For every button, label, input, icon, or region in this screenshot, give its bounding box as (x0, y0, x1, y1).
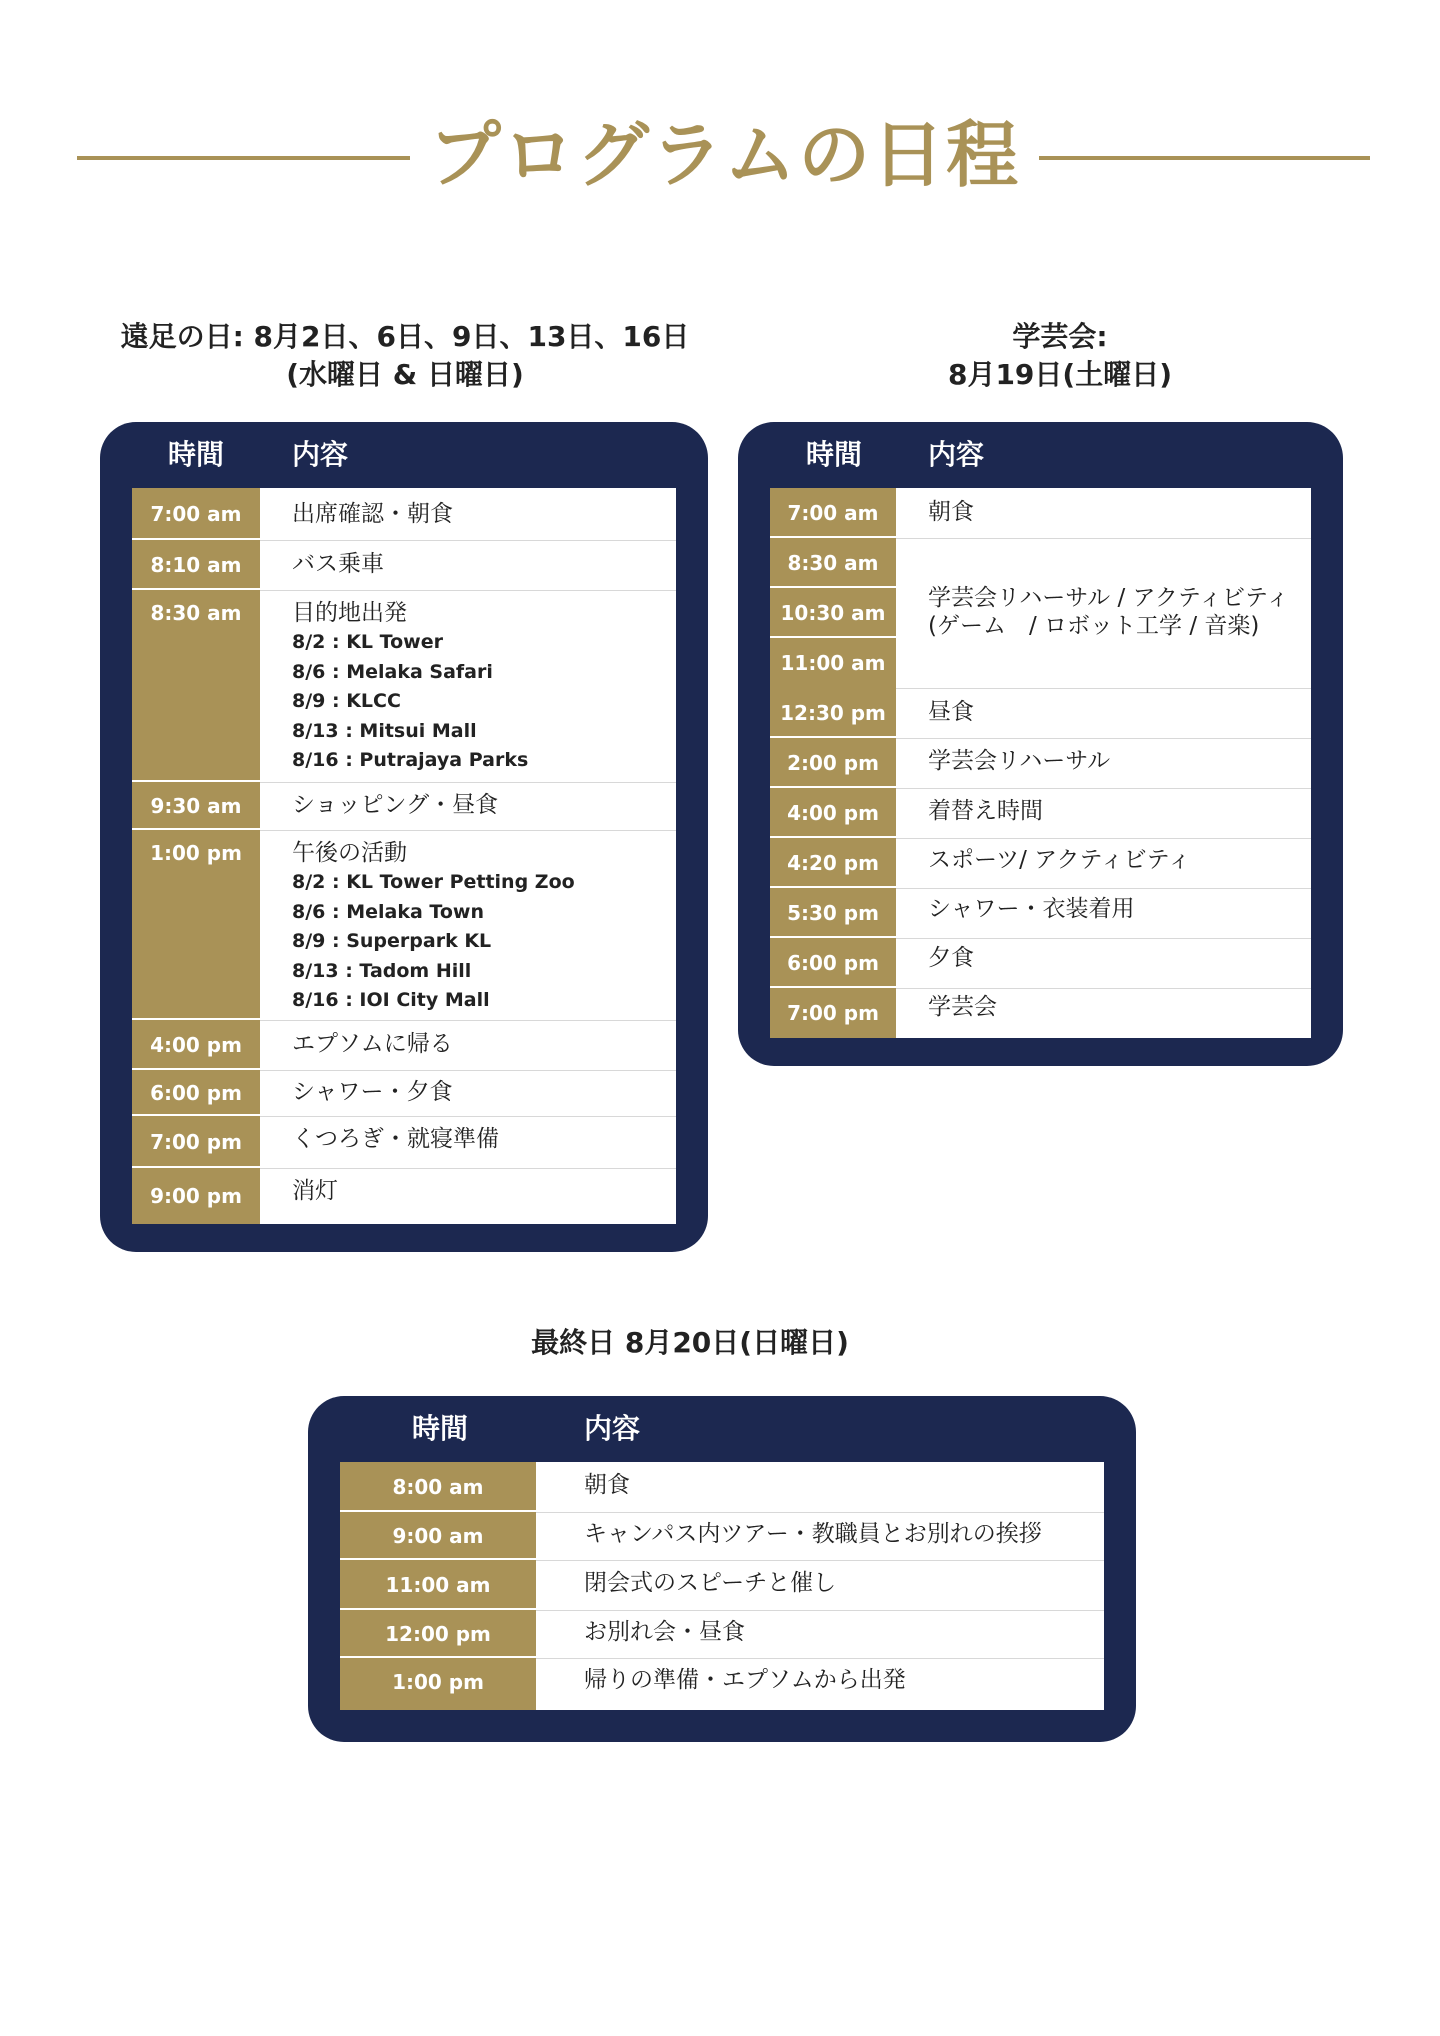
table-row (132, 782, 676, 831)
arts-heading-line2: 8月19日(土曜日) (947, 358, 1173, 391)
content-cell: くつろぎ・就寝準備 (292, 1126, 499, 1152)
title-rule-left (77, 156, 410, 160)
excursion-schedule-card (100, 422, 708, 1252)
title-rule-right (1039, 156, 1370, 160)
excursion-col-content: 内容 (292, 438, 349, 471)
excursion-heading-line1: 遠足の日: 8月2日、6日、9日、13日、16日 (120, 320, 690, 353)
destination-item: 8/2 : KL Tower (292, 631, 443, 653)
content-cell: 出席確認・朝食 (292, 501, 453, 527)
content-cell: 目的地出発 8/2 : KL Tower 8/6 : Melaka Safari 8/9 : KLCC 8/13 : Mitsui Mall 8/16 : Putrajaya Parks (292, 590, 676, 782)
destination-item: 8/13 : Mitsui Mall (292, 719, 477, 742)
content-cell: お別れ会・昼食 (584, 1619, 745, 1645)
time-cell: 4:00 pm (770, 788, 896, 838)
destination-item: 8/16 : Putrajaya Parks (292, 749, 529, 771)
content-cell: キャンパス内ツアー・教職員とお別れの挨拶 (584, 1521, 1042, 1547)
arts-col-time: 時間 (806, 438, 863, 471)
table-row (340, 1610, 1104, 1659)
excursion-col-time: 時間 (168, 438, 225, 471)
table-row (132, 540, 676, 591)
time-cell: 7:00 am (132, 488, 260, 540)
table-row (770, 688, 1311, 739)
time-cell: 8:30 am (132, 590, 260, 782)
arts-heading (850, 318, 1270, 394)
table-row (132, 590, 676, 783)
table-row (132, 1020, 676, 1071)
time-cell: 11:00 am (770, 638, 896, 688)
activity-item: 8/6 : Melaka Town (292, 900, 484, 923)
time-cell: 12:00 pm (340, 1610, 536, 1658)
arts-heading-line1: 学芸会: (1012, 320, 1108, 353)
activity-item: 8/9 : Superpark KL (292, 930, 492, 952)
final-table-header (308, 1396, 1136, 1462)
table-row (770, 738, 1311, 789)
time-cell: 4:00 pm (132, 1020, 260, 1070)
content-cell: スポーツ/ アクティビティ (928, 847, 1191, 873)
content-cell: シャワー・夕食 (292, 1079, 453, 1105)
time-cell: 11:00 am (340, 1560, 536, 1610)
time-cell: 12:30 pm (770, 688, 896, 738)
time-cell: 7:00 pm (132, 1116, 260, 1168)
final-table-body (340, 1462, 1104, 1710)
time-cell: 2:00 pm (770, 738, 896, 788)
activity-item: 8/16 : IOI City Mall (292, 989, 490, 1011)
excursion-heading (100, 318, 710, 394)
content-cell: 着替え時間 (928, 798, 1043, 824)
time-cell: 7:00 am (770, 488, 896, 538)
content-cell: シャワー・衣装着用 (928, 896, 1135, 922)
content-cell: 夕食 (928, 945, 974, 971)
time-cell: 8:00 am (340, 1462, 536, 1512)
table-row (770, 888, 1311, 939)
content-cell: ショッピング・昼食 (292, 792, 499, 818)
excursion-heading-line2: (水曜日 & 日曜日) (286, 358, 524, 391)
table-row (340, 1462, 1104, 1513)
time-cell: 1:00 pm (132, 830, 260, 1020)
table-row (132, 1070, 676, 1117)
table-row (132, 488, 676, 541)
arts-table-header (738, 422, 1343, 488)
activity-item: 8/13 : Tadom Hill (292, 959, 472, 982)
destination-item: 8/6 : Melaka Safari (292, 660, 493, 683)
table-row (770, 488, 1311, 539)
table-row (770, 988, 1311, 1038)
table-row (132, 830, 676, 1021)
content-cell: 午後の活動 8/2 : KL Tower Petting Zoo 8/6 : Melaka Town 8/9 : Superpark KL 8/13 : Tadom Hill 8/16 : IOI City Mall (292, 830, 676, 1020)
time-cell: 5:30 pm (770, 888, 896, 938)
content-cell: 学芸会リハーサル (928, 748, 1111, 774)
time-cell: 6:00 pm (132, 1070, 260, 1116)
arts-col-content: 内容 (928, 438, 985, 471)
time-cell: 9:00 pm (132, 1168, 260, 1224)
arts-table-body (770, 488, 1311, 1038)
content-cell: 朝食 (928, 499, 974, 525)
time-cell: 6:00 pm (770, 938, 896, 988)
content-cell: 昼食 (928, 699, 974, 725)
time-cell: 4:20 pm (770, 838, 896, 888)
time-cell: 10:30 am (770, 588, 896, 638)
final-schedule-card (308, 1396, 1136, 1742)
table-row (132, 1116, 676, 1169)
table-row (340, 1658, 1104, 1710)
table-row (770, 788, 1311, 839)
table-row (770, 538, 1311, 689)
final-heading (420, 1324, 960, 1362)
content-cell: 朝食 (584, 1472, 630, 1498)
content-cell: 学芸会 (928, 994, 997, 1020)
content-cell: 消灯 (292, 1178, 338, 1204)
excursion-table-header (100, 422, 708, 488)
time-cell: 8:30 am (770, 538, 896, 588)
page-title: プログラムの日程 (428, 113, 1021, 197)
content-cell: 帰りの準備・エプソムから出発 (584, 1667, 906, 1693)
time-cell: 9:00 am (340, 1512, 536, 1560)
table-row (340, 1512, 1104, 1561)
arts-schedule-card (738, 422, 1343, 1066)
activity-item: 8/2 : KL Tower Petting Zoo (292, 871, 575, 893)
time-cell: 1:00 pm (340, 1658, 536, 1710)
page-header (0, 100, 1440, 210)
time-cell: 9:30 am (132, 782, 260, 830)
content-cell: エプソムに帰る (292, 1031, 453, 1057)
table-row (770, 938, 1311, 989)
content-cell: 学芸会リハーサル / アクティビティ (ゲーム / ロボット工学 / 音楽) (928, 585, 1290, 639)
time-cell: 8:10 am (132, 540, 260, 590)
table-row (770, 838, 1311, 889)
final-heading-line: 最終日 8月20日(日曜日) (531, 1326, 849, 1359)
final-col-time: 時間 (412, 1412, 469, 1445)
table-row (340, 1560, 1104, 1611)
destination-item: 8/9 : KLCC (292, 690, 401, 712)
final-col-content: 内容 (584, 1412, 641, 1445)
content-cell: バス乗車 (292, 551, 384, 577)
time-cell: 7:00 pm (770, 988, 896, 1038)
content-cell: 閉会式のスピーチと催し (584, 1570, 837, 1596)
excursion-table-body (132, 488, 676, 1224)
table-row (132, 1168, 676, 1224)
